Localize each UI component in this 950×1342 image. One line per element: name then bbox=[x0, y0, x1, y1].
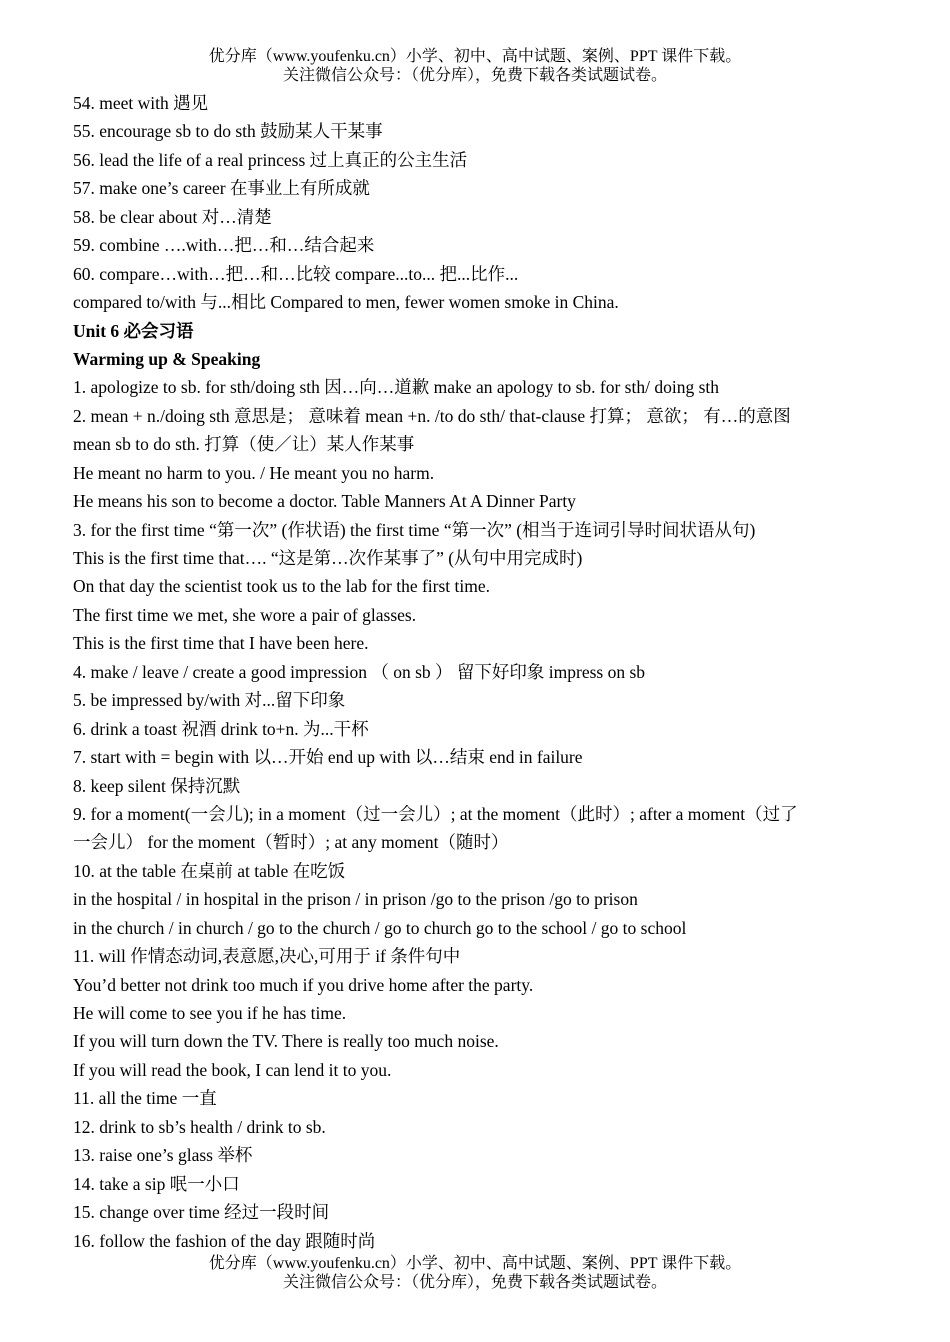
text-line: 8. keep silent 保持沉默 bbox=[73, 775, 241, 796]
text-line: 54. meet with 遇见 bbox=[73, 93, 209, 113]
text-line: He meant no harm to you. / He meant you no harm. bbox=[73, 462, 435, 483]
text-line: 1. apologize to sb. for sth/doing sth 因…向…道歉 make an apology to sb. for sth/ doing sth bbox=[73, 377, 719, 398]
text-line: 16. follow the fashion of the day 跟随时尚 bbox=[73, 1230, 376, 1251]
unit-heading: Unit 6 必会习语 bbox=[73, 320, 194, 341]
text-line: He means his son to become a doctor. Table Manners At A Dinner Party bbox=[73, 491, 576, 512]
text-line: compared to/with 与...相比 Compared to men, fewer women smoke in China. bbox=[73, 292, 619, 313]
text-line: 57. make one’s career 在事业上有所成就 bbox=[73, 178, 370, 199]
text-line: 3. for the first time “第一次” (作状语) the first time “第一次” (相当于连词引导时间状语从句) bbox=[73, 519, 756, 540]
text-line: The first time we met, she wore a pair of glasses. bbox=[73, 604, 417, 625]
text-line: 12. drink to sb’s health / drink to sb. bbox=[73, 1116, 326, 1137]
document-body bbox=[73, 89, 883, 1255]
text-line: 60. compare…with…把…和…比较 compare...to... 把...比作... bbox=[73, 263, 519, 284]
text-line: 59. combine ….with…把…和…结合起来 bbox=[73, 235, 375, 256]
text-line: 56. lead the life of a real princess 过上真正的公主生活 bbox=[73, 149, 468, 170]
text-line: He will come to see you if he has time. bbox=[73, 1003, 347, 1023]
text-line: 10. at the table 在桌前 at table 在吃饭 bbox=[73, 860, 346, 881]
text-line: On that day the scientist took us to the lab for the first time. bbox=[73, 576, 491, 597]
text-line: 13. raise one’s glass 举杯 bbox=[73, 1145, 253, 1166]
text-line: 6. drink a toast 祝酒 drink to+n. 为...干杯 bbox=[73, 718, 369, 739]
footer-line-2: 关注微信公众号：（优分库），免费下载各类试题试卷。 bbox=[282, 1274, 667, 1291]
text-line: 2. mean + n./doing sth 意思是； 意味着 mean +n. /to do sth/ that-clause 打算； 意欲； 有…的意图 bbox=[73, 405, 791, 426]
text-line: in the church / in church / go to the church / go to church go to the school / go to school bbox=[73, 917, 687, 938]
text-line: If you will read the book, I can lend it to you. bbox=[73, 1059, 392, 1080]
text-line: This is the first time that I have been here. bbox=[73, 633, 369, 654]
text-line: 14. take a sip 呡一小口 bbox=[73, 1173, 240, 1194]
text-line: 55. encourage sb to do sth 鼓励某人干某事 bbox=[73, 121, 383, 142]
text-line: 15. change over time 经过一段时间 bbox=[73, 1202, 330, 1223]
header-line-2: 关注微信公众号：（优分库），免费下载各类试题试卷。 bbox=[282, 67, 667, 84]
text-line: mean sb to do sth. 打算（使／让）某人作某事 bbox=[73, 434, 415, 455]
footer-line-1: 优分库（www.youfenku.cn）小学、初中、高中试题、案例、PPT 课件下载。 bbox=[208, 1255, 742, 1272]
text-line: 9. for a moment(一会儿); in a moment（过一会儿）; at the moment（此时）; after a moment（过了 bbox=[73, 803, 798, 824]
text-line: 5. be impressed by/with 对...留下印象 bbox=[73, 690, 346, 711]
text-line: This is the first time that…. “这是第…次作某事了” (从句中用完成时) bbox=[73, 548, 583, 568]
text-line: 一会儿） for the moment（暂时）; at any moment（随时） bbox=[73, 832, 509, 853]
page-footer bbox=[0, 1254, 950, 1292]
text-line: in the hospital / in hospital in the prison / in prison /go to the prison /go to prison bbox=[73, 889, 638, 910]
header-line-1: 优分库（www.youfenku.cn）小学、初中、高中试题、案例、PPT 课件下载。 bbox=[208, 48, 742, 65]
text-line: 11. all the time 一直 bbox=[73, 1088, 217, 1109]
text-line: 4. make / leave / create a good impression （ on sb ） 留下好印象 impress on sb bbox=[73, 661, 646, 682]
text-line: You’d better not drink too much if you drive home after the party. bbox=[73, 974, 534, 995]
page-header bbox=[0, 47, 950, 85]
text-line: 58. be clear about 对…清楚 bbox=[73, 206, 272, 227]
text-line: 11. will 作情态动词,表意愿,决心,可用于 if 条件句中 bbox=[73, 946, 461, 967]
text-line: If you will turn down the TV. There is really too much noise. bbox=[73, 1031, 499, 1052]
text-line: 7. start with = begin with 以…开始 end up with 以…结束 end in failure bbox=[73, 747, 583, 768]
section-heading: Warming up & Speaking bbox=[73, 348, 261, 369]
